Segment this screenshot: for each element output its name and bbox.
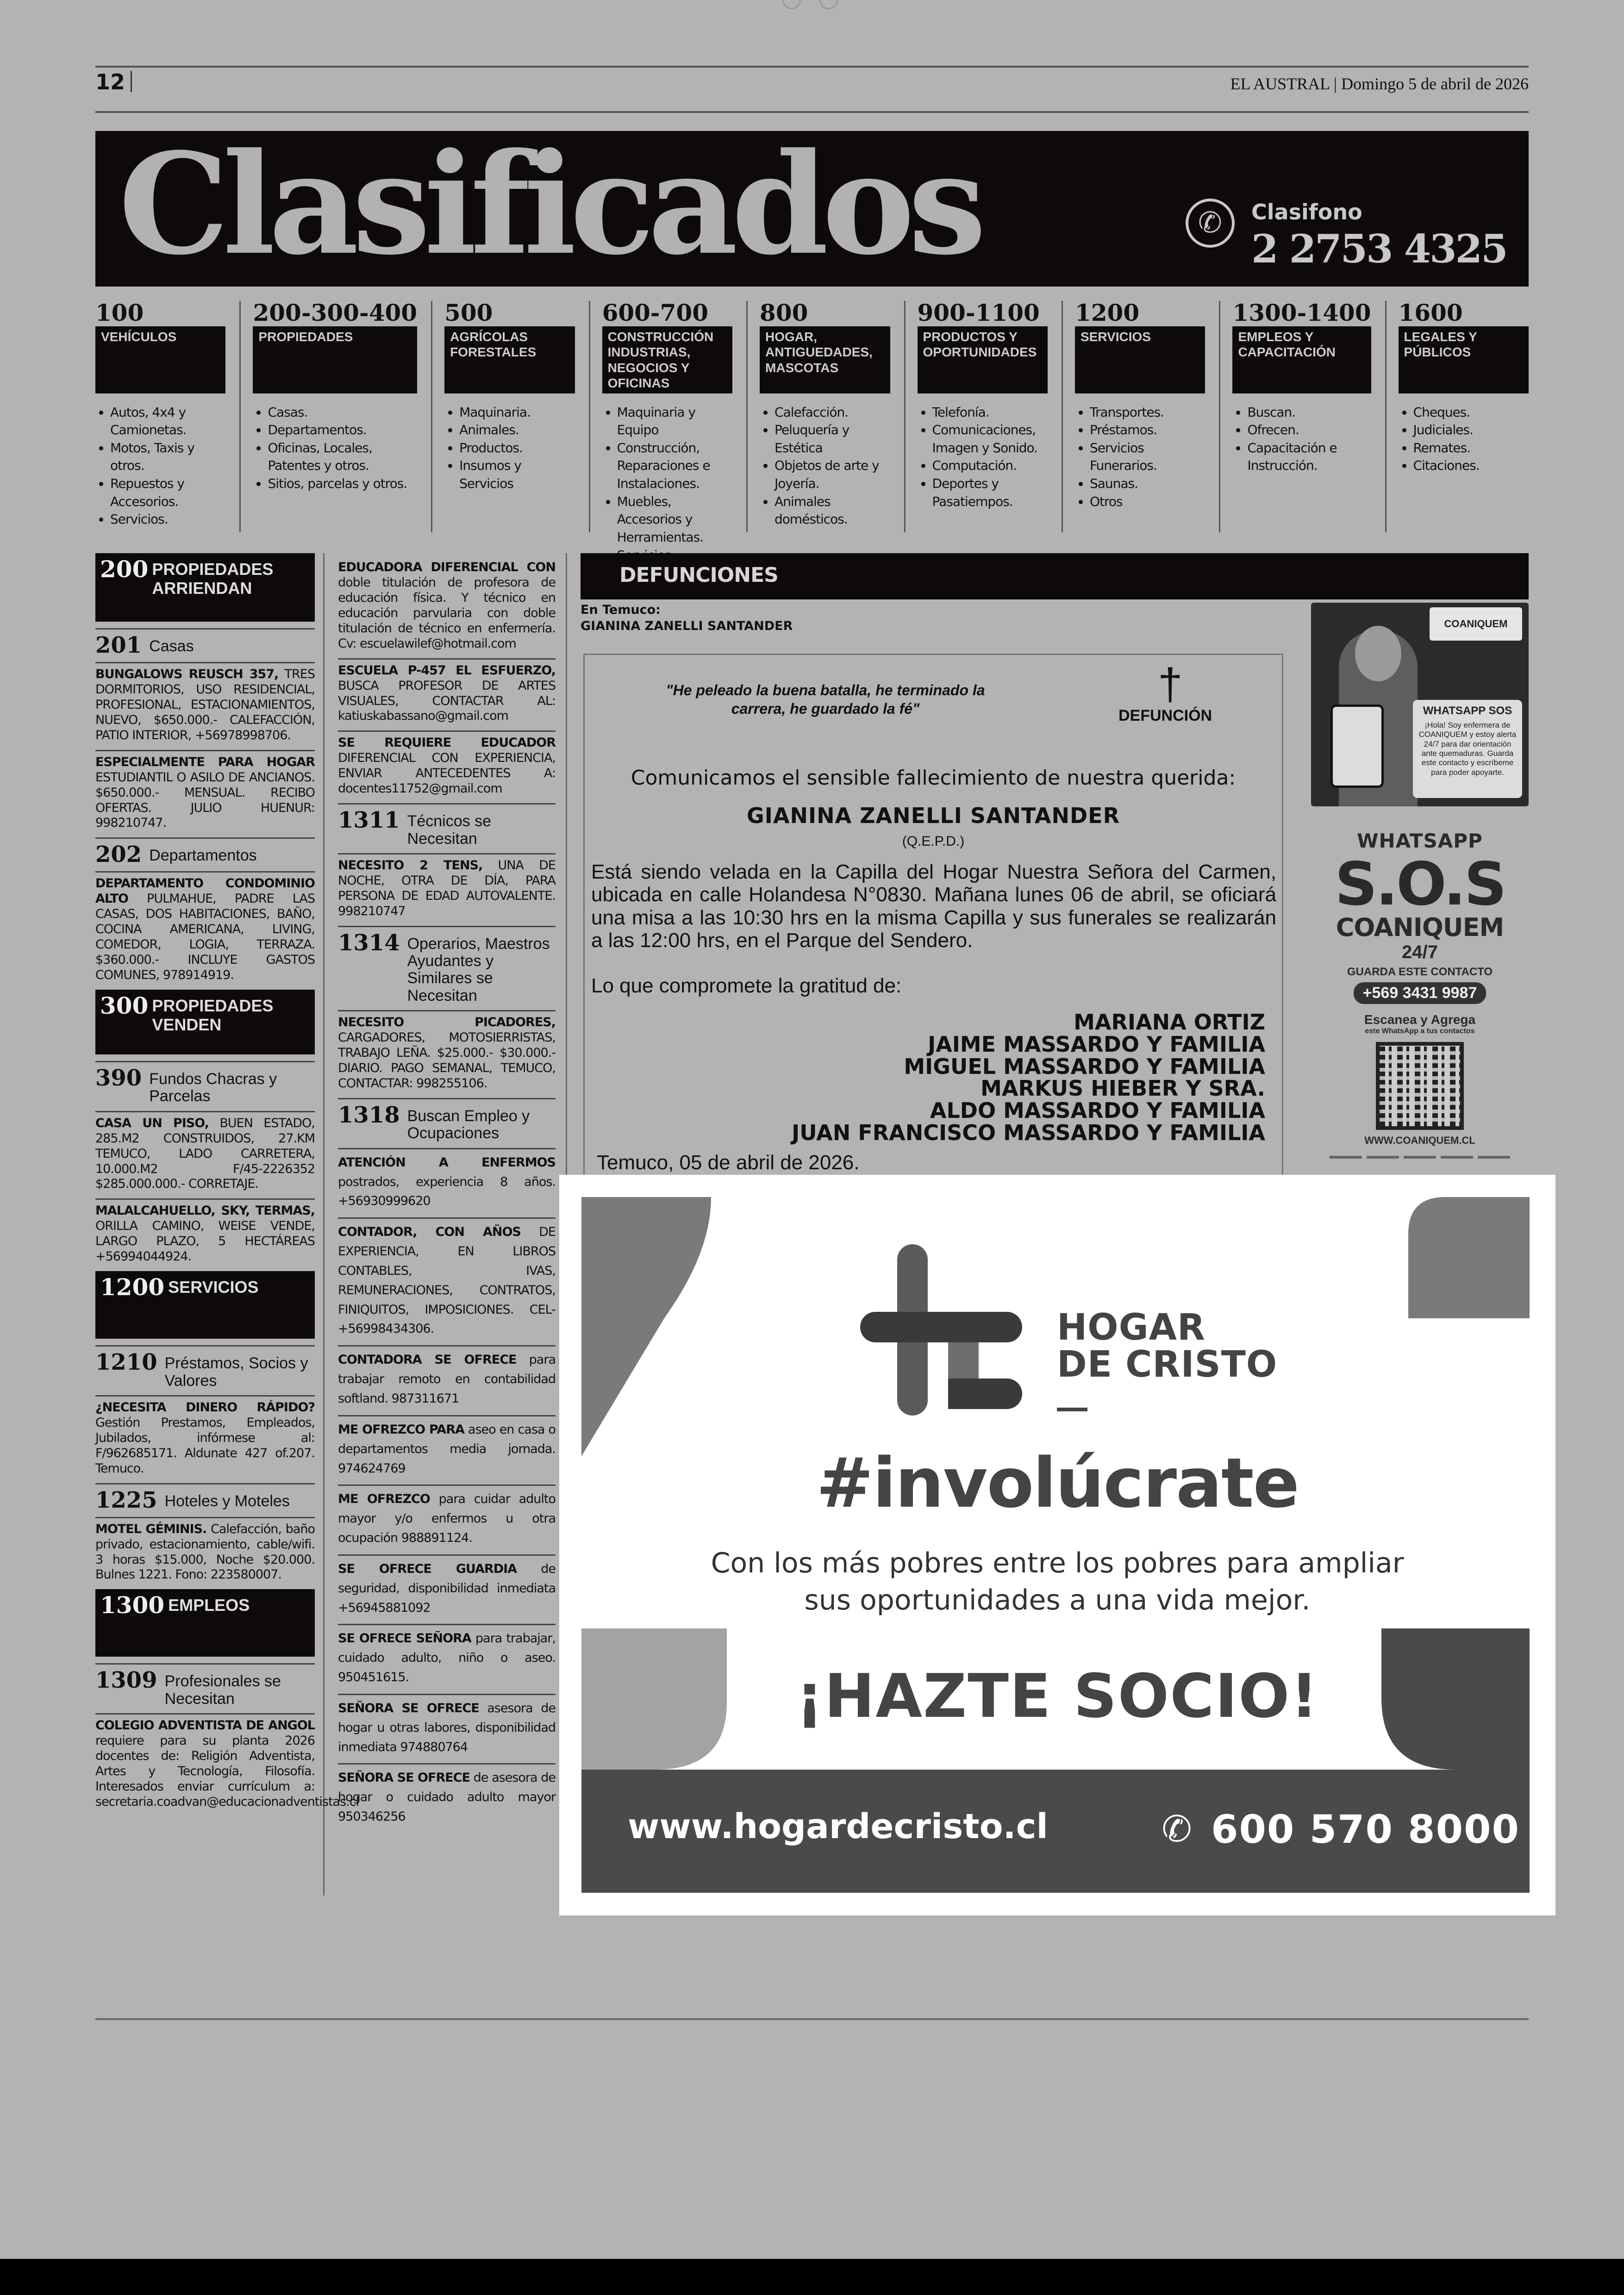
carousel-dot[interactable]: [1478, 1156, 1510, 1159]
ad-lead: NECESITO PICADORES,: [338, 1015, 556, 1030]
clasifono-number: 2 2753 4325: [1251, 226, 1507, 272]
category-item: • Ofrecen.: [1247, 421, 1371, 439]
classified-ad: [338, 1345, 556, 1415]
category-item: • Judiciales.: [1413, 421, 1529, 439]
ad-footer: [581, 1770, 1530, 1893]
card-title: WHATSAPP SOS: [1423, 705, 1512, 717]
subsection-number: 202: [95, 842, 142, 868]
subsection-number: 1210: [95, 1349, 157, 1376]
section-number: 300: [100, 992, 149, 1019]
clasificados-banner: [95, 122, 1529, 287]
coaniquem-photo-ad[interactable]: [1311, 603, 1529, 806]
classified-ad: [95, 1198, 315, 1271]
classified-ad: [338, 1148, 556, 1218]
mourner-names: [792, 1011, 1265, 1144]
classified-ad: [338, 1694, 556, 1764]
cross-icon: †: [1158, 660, 1183, 709]
defunciones-title: DEFUNCIONES: [619, 563, 778, 587]
ad-lead: DEPARTAMENTO CONDOMINIO ALTO: [95, 876, 315, 906]
ad-text: BUEN ESTADO, 285.M2 CONSTRUIDOS, 27.KM TEMUCO, LADO CARRETERA, 10.000.M2 F/45-2226352 $285.000.000.- CORRETAJE.: [95, 1116, 315, 1191]
gratitude-line: Lo que compromete la gratitud de:: [591, 974, 902, 997]
category-construccion: [602, 299, 748, 545]
category-item: • Construcción, Reparaciones e Instalaciones.: [617, 439, 732, 493]
category-number: 500: [444, 299, 493, 326]
category-label: PRODUCTOS Y OPORTUNIDADES: [918, 326, 1048, 393]
category-item: • Sitios, parcelas y otros.: [268, 475, 417, 493]
section-header-1300: [95, 1589, 315, 1657]
category-number: 1300-1400: [1232, 299, 1371, 326]
obituary-date: Temuco, 05 de abril de 2026.: [597, 1151, 860, 1174]
category-legales: [1399, 301, 1529, 532]
category-items: [444, 404, 575, 493]
section-number: 1200: [100, 1273, 165, 1301]
newspaper-name: EL AUSTRAL: [1230, 75, 1330, 93]
ad-text: Calefacción, baño privado, estacionamiento, cable/wifi. 3 horas $15.000, Noche $20.000. Bulnes 1221. Fono: 223580007.: [95, 1522, 315, 1582]
section-name: SERVICIOS: [168, 1278, 259, 1297]
coaniquem-logo: COANIQUEM: [1430, 607, 1522, 641]
category-label: VEHÍCULOS: [95, 326, 225, 393]
ad-lead: ESCUELA P-457 EL ESFUERZO,: [338, 663, 556, 678]
copy-line: Con los más pobres entre los pobres para ampliar: [711, 1547, 1404, 1579]
hogar-url[interactable]: www.hogardecristo.cl: [628, 1807, 1048, 1846]
hogar-brand-name: [1057, 1309, 1277, 1411]
category-empleos: [1232, 301, 1386, 532]
hogar-de-cristo-logo: [860, 1244, 1008, 1416]
smartphone-icon: [1330, 705, 1384, 788]
qepd: (Q.E.P.D.): [902, 834, 965, 849]
section-title: Clasificados: [119, 122, 980, 286]
category-item: • Oficinas, Locales, Patentes y otros.: [268, 439, 417, 475]
ad-text: DE EXPERIENCIA, EN LIBROS CONTABLES, IVAS, REMUNERACIONES, CONTRATOS, FINIQUITOS, IMPOSICIONES. CEL- +56998434306.: [338, 1225, 556, 1336]
ad-text: UNA DE NOCHE, OTRA DE DÍA, PARA PERSONA DE EDAD AUTOVALENTE. 998210747: [338, 858, 556, 918]
mourner-name: ALDO MASSARDO Y FAMILIA: [930, 1098, 1265, 1123]
category-servicios: [1075, 301, 1220, 532]
decorative-shape: [581, 1197, 711, 1456]
subsection-number: 201: [95, 632, 142, 658]
section-number: 200: [100, 555, 149, 583]
subsection-name: Fundos Chacras y Parcelas: [149, 1070, 277, 1105]
ad-lead: MALALCAHUELLO, SKY, TERMAS,: [95, 1204, 315, 1218]
defunciones-header: [581, 553, 1529, 599]
subsection-name: Profesionales se Necesitan: [164, 1672, 281, 1708]
column-divider: [566, 553, 567, 1210]
subsection-1318: [338, 1098, 556, 1148]
classifieds-column-1: [95, 553, 359, 1816]
subsection-name: Técnicos se Necesitan: [407, 812, 491, 848]
category-propiedades: [253, 301, 432, 532]
ad-text: aseo en casa o departamentos media jornada. 974624769: [338, 1422, 556, 1476]
section-name: EMPLEOS: [168, 1596, 250, 1615]
ad-text: DIFERENCIAL CON EXPERIENCIA, ENVIAR ANTECEDENTES A: docentes11752@gmail.com: [338, 751, 556, 796]
sos-phone[interactable]: +569 3431 9987: [1354, 982, 1487, 1004]
mourner-name: JUAN FRANCISCO MASSARDO Y FAMILIA: [792, 1120, 1265, 1146]
subsection-number: 1225: [95, 1487, 157, 1513]
subsection-name: Casas: [149, 637, 194, 655]
viewer-bottom-bar: [0, 2259, 1624, 2295]
ad-lead: EDUCADORA DIFERENCIAL CON: [338, 560, 556, 574]
classified-ad: [338, 1415, 556, 1485]
call-icon: ✆: [1162, 1809, 1192, 1849]
coaniquem-url[interactable]: WWW.COANIQUEM.CL: [1364, 1135, 1475, 1146]
category-agricolas: [444, 301, 590, 532]
category-item: • Deportes y Pasatiempos.: [932, 475, 1048, 511]
ad-copy: [559, 1545, 1555, 1619]
subsection-202: [95, 837, 315, 871]
defunciones-place: [581, 602, 793, 634]
page-indicator: [782, 0, 838, 9]
mourner-name: MIGUEL MASSARDO Y FAMILIA: [904, 1054, 1265, 1079]
carousel-indicator: [1311, 1156, 1529, 1159]
category-items: [1075, 404, 1205, 511]
classified-ad: [338, 1010, 556, 1098]
category-item: • Citaciones.: [1413, 457, 1529, 475]
category-number: 100: [95, 299, 144, 326]
classified-ad: [338, 1217, 556, 1345]
category-item: • Repuestos y Accesorios.: [110, 475, 225, 511]
category-number: 1200: [1074, 299, 1140, 326]
subsection-number: 390: [95, 1065, 142, 1091]
category-label: AGRÍCOLAS FORESTALES: [444, 326, 575, 393]
classified-ad: [95, 1395, 315, 1483]
carousel-dot[interactable]: [1404, 1156, 1436, 1159]
guard-contact: GUARDA ESTE CONTACTO: [1347, 966, 1493, 978]
brand-line: DE CRISTO: [1057, 1344, 1278, 1386]
ad-text: PULMAHUE, PADRE LAS CASAS, DOS HABITACIONES, BAÑO, COCINA AMERICANA, LIVING, COMEDOR, LOGIA, TERRAZA. $360.000.- INCLUYE GASTOS COMUNES, 978914919.: [95, 892, 315, 982]
category-item: • Maquinaria.: [459, 404, 575, 422]
section-number: 1300: [100, 1591, 165, 1619]
section-header-1200: [95, 1271, 315, 1339]
ad-text: asesora de hogar u otras labores, disponibilidad inmediata 974880764: [338, 1701, 556, 1754]
deceased-name: GIANINA ZANELLI SANTANDER: [747, 803, 1120, 828]
coaniquem-brand: COANIQUEM: [1336, 913, 1504, 942]
category-item: • Departamentos.: [268, 421, 417, 439]
ad-text: ORILLA CAMINO, WEISE VENDE, LARGO PLAZO, 5 HECTÁREAS +56994044924.: [95, 1219, 315, 1264]
column-divider: [323, 553, 325, 1896]
ad-text: requiere para su planta 2026 docentes de: Religión Adventista, Artes y Tecnología, Filosofía. Interesados enviar currículum a: secretaria.coadvan@educacionadventistas.cl: [95, 1734, 359, 1809]
ad-text: para trabajar, cuidado adulto, niño o aseo. 950451615.: [338, 1631, 556, 1685]
category-index: [95, 299, 1529, 545]
header-rule-bottom: [95, 111, 1529, 113]
category-item: • Autos, 4x4 y Camionetas.: [110, 404, 225, 439]
category-items: [1399, 404, 1529, 475]
category-item: • Objetos de arte y Joyería.: [775, 457, 890, 493]
section-header-200: [95, 553, 315, 622]
scan-label: Escanea y Agrega: [1364, 1012, 1476, 1027]
ad-text: CARGADORES, MOTOSIERRISTAS, TRABAJO LEÑA. $25.000.- $30.000.- DIARIO. PAGO SEMANAL, TEMUCO, CONTACTAR: 998255106.: [338, 1030, 556, 1091]
classified-ad: [95, 1111, 315, 1199]
subsection-name: Hoteles y Moteles: [164, 1492, 290, 1510]
sos-label: S.O.S: [1335, 850, 1505, 919]
classified-ad: [95, 1517, 315, 1590]
classified-ad: [338, 1763, 556, 1833]
category-label: LEGALES Y PÚBLICOS: [1399, 326, 1529, 393]
classified-ad: [338, 1554, 556, 1624]
ad-lead: SEÑORA SE OFRECE: [338, 1701, 479, 1715]
subsection-1314: [338, 926, 556, 1010]
ad-text: ESTUDIANTIL O ASILO DE ANCIANOS. $650.000.- MENSUAL. RECIBO OFERTAS. JULIO HUENUR: 998210747.: [95, 770, 315, 830]
hogar-phone[interactable]: 600 570 8000: [1211, 1807, 1520, 1852]
classified-ad: [338, 556, 556, 658]
category-items: [760, 404, 890, 529]
hashtag: #involúcrate: [816, 1443, 1299, 1523]
subsection-390: [95, 1061, 315, 1111]
subsection-name: Departamentos: [149, 847, 257, 865]
header-rule-top: [95, 66, 1529, 68]
carousel-dot[interactable]: [1441, 1156, 1473, 1159]
clasifono-label: Clasifono: [1251, 200, 1362, 225]
ad-lead: ESPECIALMENTE PARA HOGAR: [95, 755, 315, 769]
category-items: [95, 404, 225, 529]
ad-text: doble titulación de profesora de educación física. Y técnico en educación parvularia con doble titulación de técnico en enfermería. Cv: escuelawilef@hotmail.com: [338, 575, 556, 651]
mourner-name: JAIME MASSARDO Y FAMILIA: [928, 1031, 1265, 1057]
category-items: [1232, 404, 1371, 475]
ad-lead: COLEGIO ADVENTISTA DE ANGOL: [95, 1718, 315, 1733]
ad-text: postrados, experiencia 8 años. +56930999620: [338, 1174, 556, 1209]
place-label: En Temuco:: [581, 603, 661, 617]
ad-lead: MOTEL GÉMINIS.: [95, 1522, 207, 1536]
coaniquem-sos-block: [1311, 829, 1529, 1159]
ad-lead: BUNGALOWS REUSCH 357,: [95, 667, 279, 681]
subsection-name: Operarios, Maestros Ayudantes y Similares se Necesitan: [407, 935, 550, 1004]
page-number: 12: [95, 69, 132, 94]
decorative-shape: [1408, 1197, 1530, 1318]
ad-text: para cuidar adulto mayor y/o enfermos u otra ocupación 988891124.: [338, 1492, 556, 1546]
classified-ad: [338, 658, 556, 731]
obituary-quote: "He peleado la buena batalla, he terminado la carrera, he guardado la fé": [666, 682, 985, 717]
subsection-name: Préstamos, Socios y Valores: [164, 1354, 308, 1390]
category-item: • Animales.: [459, 421, 575, 439]
section-name: PROPIEDADES ARRIENDAN: [152, 560, 274, 598]
category-item: • Telefonía.: [932, 404, 1048, 422]
category-number: 200-300-400: [253, 299, 418, 326]
subsection-number: 1318: [338, 1102, 400, 1128]
category-vehiculos: [95, 301, 241, 532]
ad-lead: ME OFREZCO PARA: [338, 1422, 464, 1437]
brand-line: HOGAR: [1057, 1307, 1206, 1348]
hours-label: 24/7: [1402, 942, 1438, 962]
classified-ad: [338, 1624, 556, 1694]
phone-icon: ✆: [1186, 199, 1235, 248]
category-item: • Peluquería y Estética: [775, 421, 890, 457]
carousel-dot[interactable]: [1330, 1156, 1362, 1159]
subsection-number: 1311: [338, 807, 400, 834]
category-item: • Buscan.: [1247, 404, 1371, 422]
defuncion-label: DEFUNCIÓN: [1118, 707, 1212, 724]
ad-lead: CONTADOR, CON AÑOS: [338, 1225, 521, 1240]
category-number: 900-1100: [917, 299, 1040, 326]
classifieds-column-2: [338, 556, 556, 1833]
ad-lead: SEÑORA SE OFRECE: [338, 1771, 470, 1785]
subsection-number: 1314: [338, 929, 400, 956]
category-item: • Saunas.: [1090, 475, 1205, 493]
ad-lead: CONTADORA SE OFRECE: [338, 1353, 517, 1367]
category-item: • Comunicaciones, Imagen y Sonido.: [932, 421, 1048, 457]
category-item: • Computación.: [932, 457, 1048, 475]
category-productos: [918, 301, 1063, 532]
category-item: • Motos, Taxis y otros.: [110, 439, 225, 475]
subsection-1225: [95, 1483, 315, 1517]
category-label: SERVICIOS: [1075, 326, 1205, 393]
subsection-1309: [95, 1663, 315, 1713]
classified-ad: [95, 1713, 359, 1816]
category-item: • Calefacción.: [775, 404, 890, 422]
obituary-body: Está siendo velada en la Capilla del Hogar Nuestra Señora del Carmen, ubicada en calle Holandesa N°0830. Mañana lunes 06 de abril, se oficiará una misa a las 10:30 hrs en la misma Capilla y sus funerales se realizarán a las 12:00 hrs, en el Parque del Sendero.: [591, 861, 1276, 952]
copy-line: sus oportunidades a una vida mejor.: [804, 1584, 1311, 1616]
issue-date: Domingo 5 de abril de 2026: [1341, 75, 1529, 93]
footer-rule: [95, 2018, 1529, 2020]
ad-text: de asesora de hogar o cuidado adulto mayor 950346256: [338, 1771, 556, 1824]
page-dot[interactable]: [819, 0, 838, 9]
category-label: EMPLEOS Y CAPACITACIÓN: [1232, 326, 1371, 393]
category-number: 1600: [1398, 299, 1463, 326]
category-hogar: [760, 301, 905, 532]
whatsapp-label: WHATSAPP: [1357, 829, 1483, 852]
page-dot[interactable]: [782, 0, 801, 9]
ad-text: para trabajar remoto en contabilidad softland. 987311671: [338, 1353, 556, 1406]
qr-code-icon[interactable]: [1376, 1042, 1464, 1130]
category-item: • Maquinaria y Equipo: [617, 404, 732, 439]
carousel-dot[interactable]: [1367, 1156, 1399, 1159]
scan-sublabel: este WhatsApp a tus contactos: [1365, 1027, 1475, 1035]
category-item: • Otros: [1090, 493, 1205, 511]
category-item: • Servicios Funerarios.: [1090, 439, 1205, 475]
ad-text: TRES DORMITORIOS, USO RESIDENCIAL, PROFESIONAL, ESTACIONAMIENTOS, NUEVO, $650.000.- CALEFACCIÓN, PATIO INTERIOR, +56978998706.: [95, 667, 315, 742]
obituary-notice: [583, 654, 1283, 1181]
section-header-300: [95, 990, 315, 1054]
category-item: • Casas.: [268, 404, 417, 422]
ad-lead: SE OFRECE SEÑORA: [338, 1631, 471, 1646]
category-label: PROPIEDADES: [253, 326, 417, 393]
category-item: • Animales domésticos.: [775, 493, 890, 529]
ad-lead: SE OFRECE GUARDIA: [338, 1561, 517, 1576]
ad-lead: ¿NECESITA DINERO RÁPIDO?: [95, 1400, 315, 1415]
hogar-de-cristo-ad[interactable]: [559, 1175, 1555, 1915]
classified-ad: [338, 1484, 556, 1554]
obituary-announcement: Comunicamos el sensible fallecimiento de nuestra querida:: [631, 766, 1236, 790]
ad-lead: SE REQUIERE EDUCADOR: [338, 736, 556, 750]
ad-lead: ME OFREZCO: [338, 1492, 430, 1507]
category-item: • Productos.: [459, 439, 575, 457]
category-items: [918, 404, 1048, 511]
classified-ad: [95, 871, 315, 990]
running-head: EL AUSTRAL | Domingo 5 de abril de 2026: [1230, 75, 1529, 93]
ad-lead: CASA UN PISO,: [95, 1116, 209, 1130]
subsection-number: 1309: [95, 1667, 157, 1694]
card-text: ¡Hola! Soy enfermera de COANIQUEM y estoy alerta 24/7 para dar orientación ante quemaduras. Guarda este contacto y escríbeme para poder apoyarte.: [1418, 720, 1517, 777]
classified-ad: [95, 662, 315, 750]
category-item: • Préstamos.: [1090, 421, 1205, 439]
subsection-1210: [95, 1345, 315, 1395]
category-label: HOGAR, ANTIGUEDADES, MASCOTAS: [760, 326, 890, 393]
subsection-201: [95, 628, 315, 662]
ad-lead: NECESITO 2 TENS,: [338, 858, 483, 873]
cta-hazte-socio[interactable]: ¡HAZTE SOCIO!: [796, 1661, 1319, 1731]
category-item: • Servicios.: [110, 511, 225, 529]
category-number: 800: [760, 299, 808, 326]
ad-lead: ATENCIÓN A ENFERMOS: [338, 1155, 556, 1170]
category-number: 600-700: [602, 299, 709, 326]
ad-text: BUSCA PROFESOR DE ARTES VISUALES, CONTACTAR AL: katiuskabassano@gmail.com: [338, 678, 556, 723]
category-item: • Muebles, Accesorios y Herramientas.: [617, 493, 732, 547]
category-item: • Capacitación e Instrucción.: [1247, 439, 1371, 475]
subsection-1311: [338, 803, 556, 853]
category-items: [253, 404, 417, 493]
place-name: GIANINA ZANELLI SANTANDER: [581, 619, 793, 634]
category-item: • Insumos y Servicios: [459, 457, 575, 493]
classified-ad: [95, 750, 315, 838]
whatsapp-sos-card: [1413, 700, 1522, 798]
category-items: [602, 404, 732, 565]
classified-ad: [338, 730, 556, 803]
section-name: PROPIEDADES VENDEN: [152, 996, 274, 1035]
mourner-name: MARIANA ORTIZ: [1074, 1010, 1265, 1035]
mourner-name: MARKUS HIEBER Y SRA.: [981, 1076, 1265, 1101]
ad-text: Gestión Prestamos, Empleados, Jubilados, infórmese al: F/962685171. Aldunate 427 of.207. Temuco.: [95, 1415, 315, 1476]
ad-text: de seguridad, disponibilidad inmediata +56945881092: [338, 1561, 556, 1615]
classified-ad: [338, 853, 556, 926]
category-item: • Cheques.: [1413, 404, 1529, 422]
subsection-name: Buscan Empleo y Ocupaciones: [407, 1107, 530, 1142]
category-item: • Remates.: [1413, 439, 1529, 457]
category-item: • Transportes.: [1090, 404, 1205, 422]
category-label: CONSTRUCCIÓN INDUSTRIAS, NEGOCIOS Y OFICINAS: [602, 326, 732, 393]
